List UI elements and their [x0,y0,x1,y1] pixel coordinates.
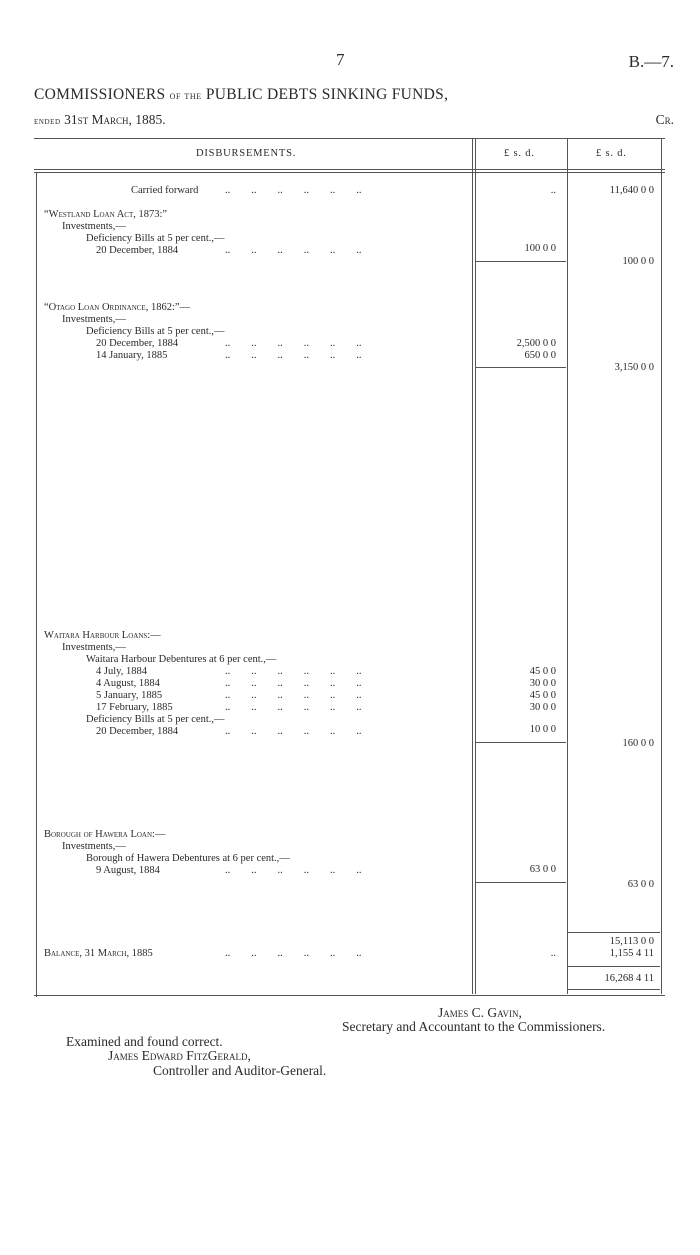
secretary-title: Secretary and Accountant to the Commissioners. [342,1019,606,1034]
entry-label: 4 July, 1884 [96,666,147,677]
section-title: “Westland Loan Act, 1873:” [44,209,168,220]
subtotal-rule [476,742,566,743]
entry-label: 20 December, 1884 [96,338,179,349]
section-title: Borough of Hawera Loan:— [44,829,166,840]
running-subtotal: 15,113 0 0 [609,936,654,947]
section-sub1: Investments,— [62,841,126,852]
balance-col2: 1,155 4 11 [609,948,654,959]
carried-forward-label: Carried forward [131,185,199,196]
section-sub1: Investments,— [62,642,126,653]
entry-amount: 30 0 0 [529,702,556,713]
subtotal-rule [476,882,566,883]
entry-label: 4 August, 1884 [96,678,160,689]
table-top-rule [34,138,665,139]
entry-amount: 45 0 0 [529,690,556,701]
col2-heading: £ s. d. [596,148,627,159]
section-sub2: Borough of Hawera Debentures at 6 per cent.,— [86,853,290,864]
leader-dots: .. .. .. .. .. .. [225,338,362,349]
entry-amount: 45 0 0 [529,666,556,677]
leader-dots: .. .. .. .. .. .. [225,948,362,959]
credit-label: Cr. [655,112,674,127]
section-sub3: Deficiency Bills at 5 per cent.,— [86,714,225,725]
auditor-name: James Edward FitzGerald, [108,1048,251,1063]
subtotal-rule [476,261,566,262]
table-right-rule [661,138,662,994]
section-title: Waitara Harbour Loans:— [44,630,161,641]
section-sub2: Waitara Harbour Debentures at 6 per cent.,— [86,654,277,665]
table-header-rule [34,169,665,170]
total-rule [568,966,660,967]
section-sub1: Investments,— [62,314,126,325]
entry-amount: 100 0 0 [524,243,556,254]
entry-amount: 2,500 0 0 [516,338,556,349]
grand-total: 16,268 4 11 [604,973,654,984]
table-bottom-rule [34,995,665,996]
section-total: 100 0 0 [622,256,654,267]
entry-label: 5 January, 1885 [96,690,163,701]
section-sub2: Deficiency Bills at 5 per cent.,— [86,233,225,244]
leader-dots: .. .. .. .. .. .. [225,350,362,361]
table-header-rule-2 [34,172,665,173]
entry-label: 17 February, 1885 [96,702,173,713]
balance-label: Balance, 31 March, 1885 [44,948,153,959]
col1-left-rule [472,138,473,994]
entry-amount: 10 0 0 [529,724,556,735]
section-total: 3,150 0 0 [614,362,654,373]
section-total: 160 0 0 [622,738,654,749]
page-number: 7 [336,50,345,69]
auditor-title: Controller and Auditor-General. [153,1063,327,1078]
carried-forward-col1: .. [550,185,556,196]
section-total: 63 0 0 [627,879,654,890]
subtitle-ended: ended [34,116,61,127]
entry-label: 14 January, 1885 [96,350,168,361]
title-part-b: PUBLIC DEBTS SINKING FUNDS, [205,86,449,103]
total-double-rule [568,989,660,990]
entry-label: 9 August, 1884 [96,865,160,876]
entry-amount: 650 0 0 [524,350,556,361]
entry-amount: 63 0 0 [529,864,556,875]
leader-dots: .. .. .. .. .. .. [225,702,362,713]
balance-col1: .. [550,948,556,959]
disbursements-heading: DISBURSEMENTS. [196,148,297,159]
document-reference: B.—7. [628,52,674,71]
col1-heading: £ s. d. [504,148,535,159]
leader-dots: .. .. .. .. .. .. [225,185,362,196]
section-sub1: Investments,— [62,221,126,232]
document-title [34,86,448,104]
carried-forward-col2: 11,640 0 0 [609,185,654,196]
examined-note: Examined and found correct. [66,1034,223,1049]
leader-dots: .. .. .. .. .. .. [225,690,362,701]
title-of-the: of the [169,90,202,102]
subtotal-rule [568,932,660,933]
title-part-a: COMMISSIONERS [34,86,166,103]
entry-label: 20 December, 1884 [96,726,179,737]
secretary-name: James C. Gavin, [438,1005,522,1020]
entry-amount: 30 0 0 [529,678,556,689]
section-sub2: Deficiency Bills at 5 per cent.,— [86,326,225,337]
leader-dots: .. .. .. .. .. .. [225,865,362,876]
section-title: “Otago Loan Ordinance, 1862:”— [44,302,191,313]
subtotal-rule [476,367,566,368]
entry-label: 20 December, 1884 [96,245,179,256]
subtitle-date: 31st March, 1885. [64,112,166,127]
leader-dots: .. .. .. .. .. .. [225,678,362,689]
table-left-rule [36,172,37,997]
leader-dots: .. .. .. .. .. .. [225,726,362,737]
leader-dots: .. .. .. .. .. .. [225,666,362,677]
leader-dots: .. .. .. .. .. .. [225,245,362,256]
document-subtitle [34,112,166,128]
